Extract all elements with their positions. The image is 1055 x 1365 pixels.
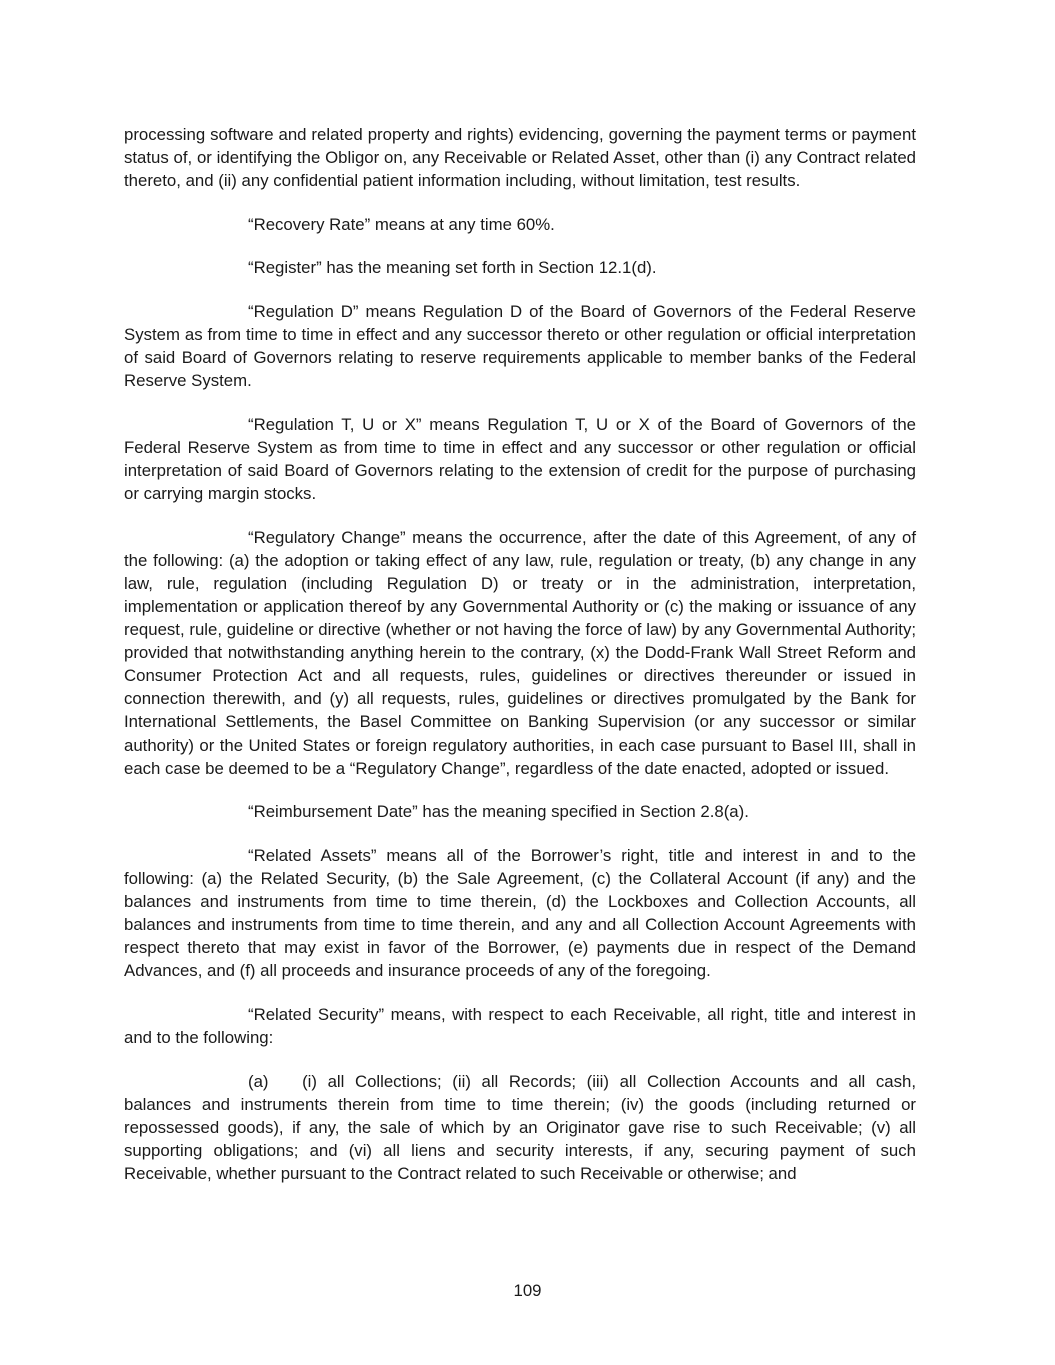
- definition-regulation-t-u-x: “Regulation T, U or X” means Regulation T, U or X of the Board of Governors of the Federal Reserve System as from time to time in effect and any successor or other regulation or official interpretation of said Board of Governors relating to the extension of credit for the purpose of purchasing or carrying margin stocks.: [124, 414, 916, 504]
- definition-register: “Register” has the meaning set forth in Section 12.1(d).: [248, 258, 657, 278]
- document-page: [124, 123, 916, 1206]
- definition-regulation-d: “Regulation D” means Regulation D of the Board of Governors of the Federal Reserve System as from time to time in effect and any successor thereto or other regulation or official interpretation of said Board of Governors relating to reserve requirements applicable to member banks of the Federal Reserve System.: [124, 301, 916, 391]
- definition-recovery-rate: “Recovery Rate” means at any time 60%.: [248, 214, 555, 234]
- page-number: 109: [513, 1281, 542, 1300]
- definition-reimbursement-date: “Reimbursement Date” has the meaning specified in Section 2.8(a).: [248, 802, 749, 822]
- paragraph-continuation: processing software and related property and rights) evidencing, governing the payment terms or payment status of, or identifying the Obligor on, any Receivable or Related Asset, other than (i) any Contract related thereto, and (ii) any confidential patient information including, without limitation, test results.: [124, 125, 916, 191]
- definition-related-security: “Related Security” means, with respect to each Receivable, all right, title and interest in and to the following:: [124, 1004, 916, 1047]
- definition-regulatory-change: “Regulatory Change” means the occurrence, after the date of this Agreement, of any of the following: (a) the adoption or taking effect of any law, rule, regulation or treaty, (b) any change in any law, rule, regulation (including Regulation D) or treaty or in the administration, interpretation, implementation or application thereof by any Governmental Authority or (c) the making or issuance of any request, rule, guideline or directive (whether or not having the force of law) by any Governmental Authority; provided that notwithstanding anything herein to the contrary, (x) the Dodd-Frank Wall Street Reform and Consumer Protection Act and all requests, rules, guidelines or directives thereunder or issued in connection therewith, and (y) all requests, rules, guidelines or directives promulgated by the Bank for International Settlements, the Basel Committee on Banking Supervision (or any successor or similar authority) or the United States or foreign regulatory authorities, in each case pursuant to Basel III, shall in each case be deemed to be a “Regulatory Change”, regardless of the date enacted, adopted or issued.: [124, 527, 916, 778]
- definition-related-assets: “Related Assets” means all of the Borrower’s right, title and interest in and to the following: (a) the Related Security, (b) the Sale Agreement, (c) the Collateral Account (if any) and the balances and instruments from time to time therein, (d) the Lockboxes and Collection Accounts, all balances and instruments from time to time therein, and any and all Collection Account Agreements with respect thereto that may exist in favor of the Borrower, (e) payments due in respect of the Demand Advances, and (f) all proceeds and insurance proceeds of any of the foregoing.: [124, 845, 916, 981]
- clause-a: (a) (i) all Collections; (ii) all Records; (iii) all Collection Accounts and all cash, balances and instruments therein from time to time therein; (iv) the goods (including returned or repossessed goods), if any, the sale of which by an Originator gave rise to such Receivable; (v) all supporting obligations; and (vi) all liens and security interests, if any, securing payment of such Receivable, whether pursuant to the Contract related to such Receivable or otherwise; and: [124, 1071, 916, 1183]
